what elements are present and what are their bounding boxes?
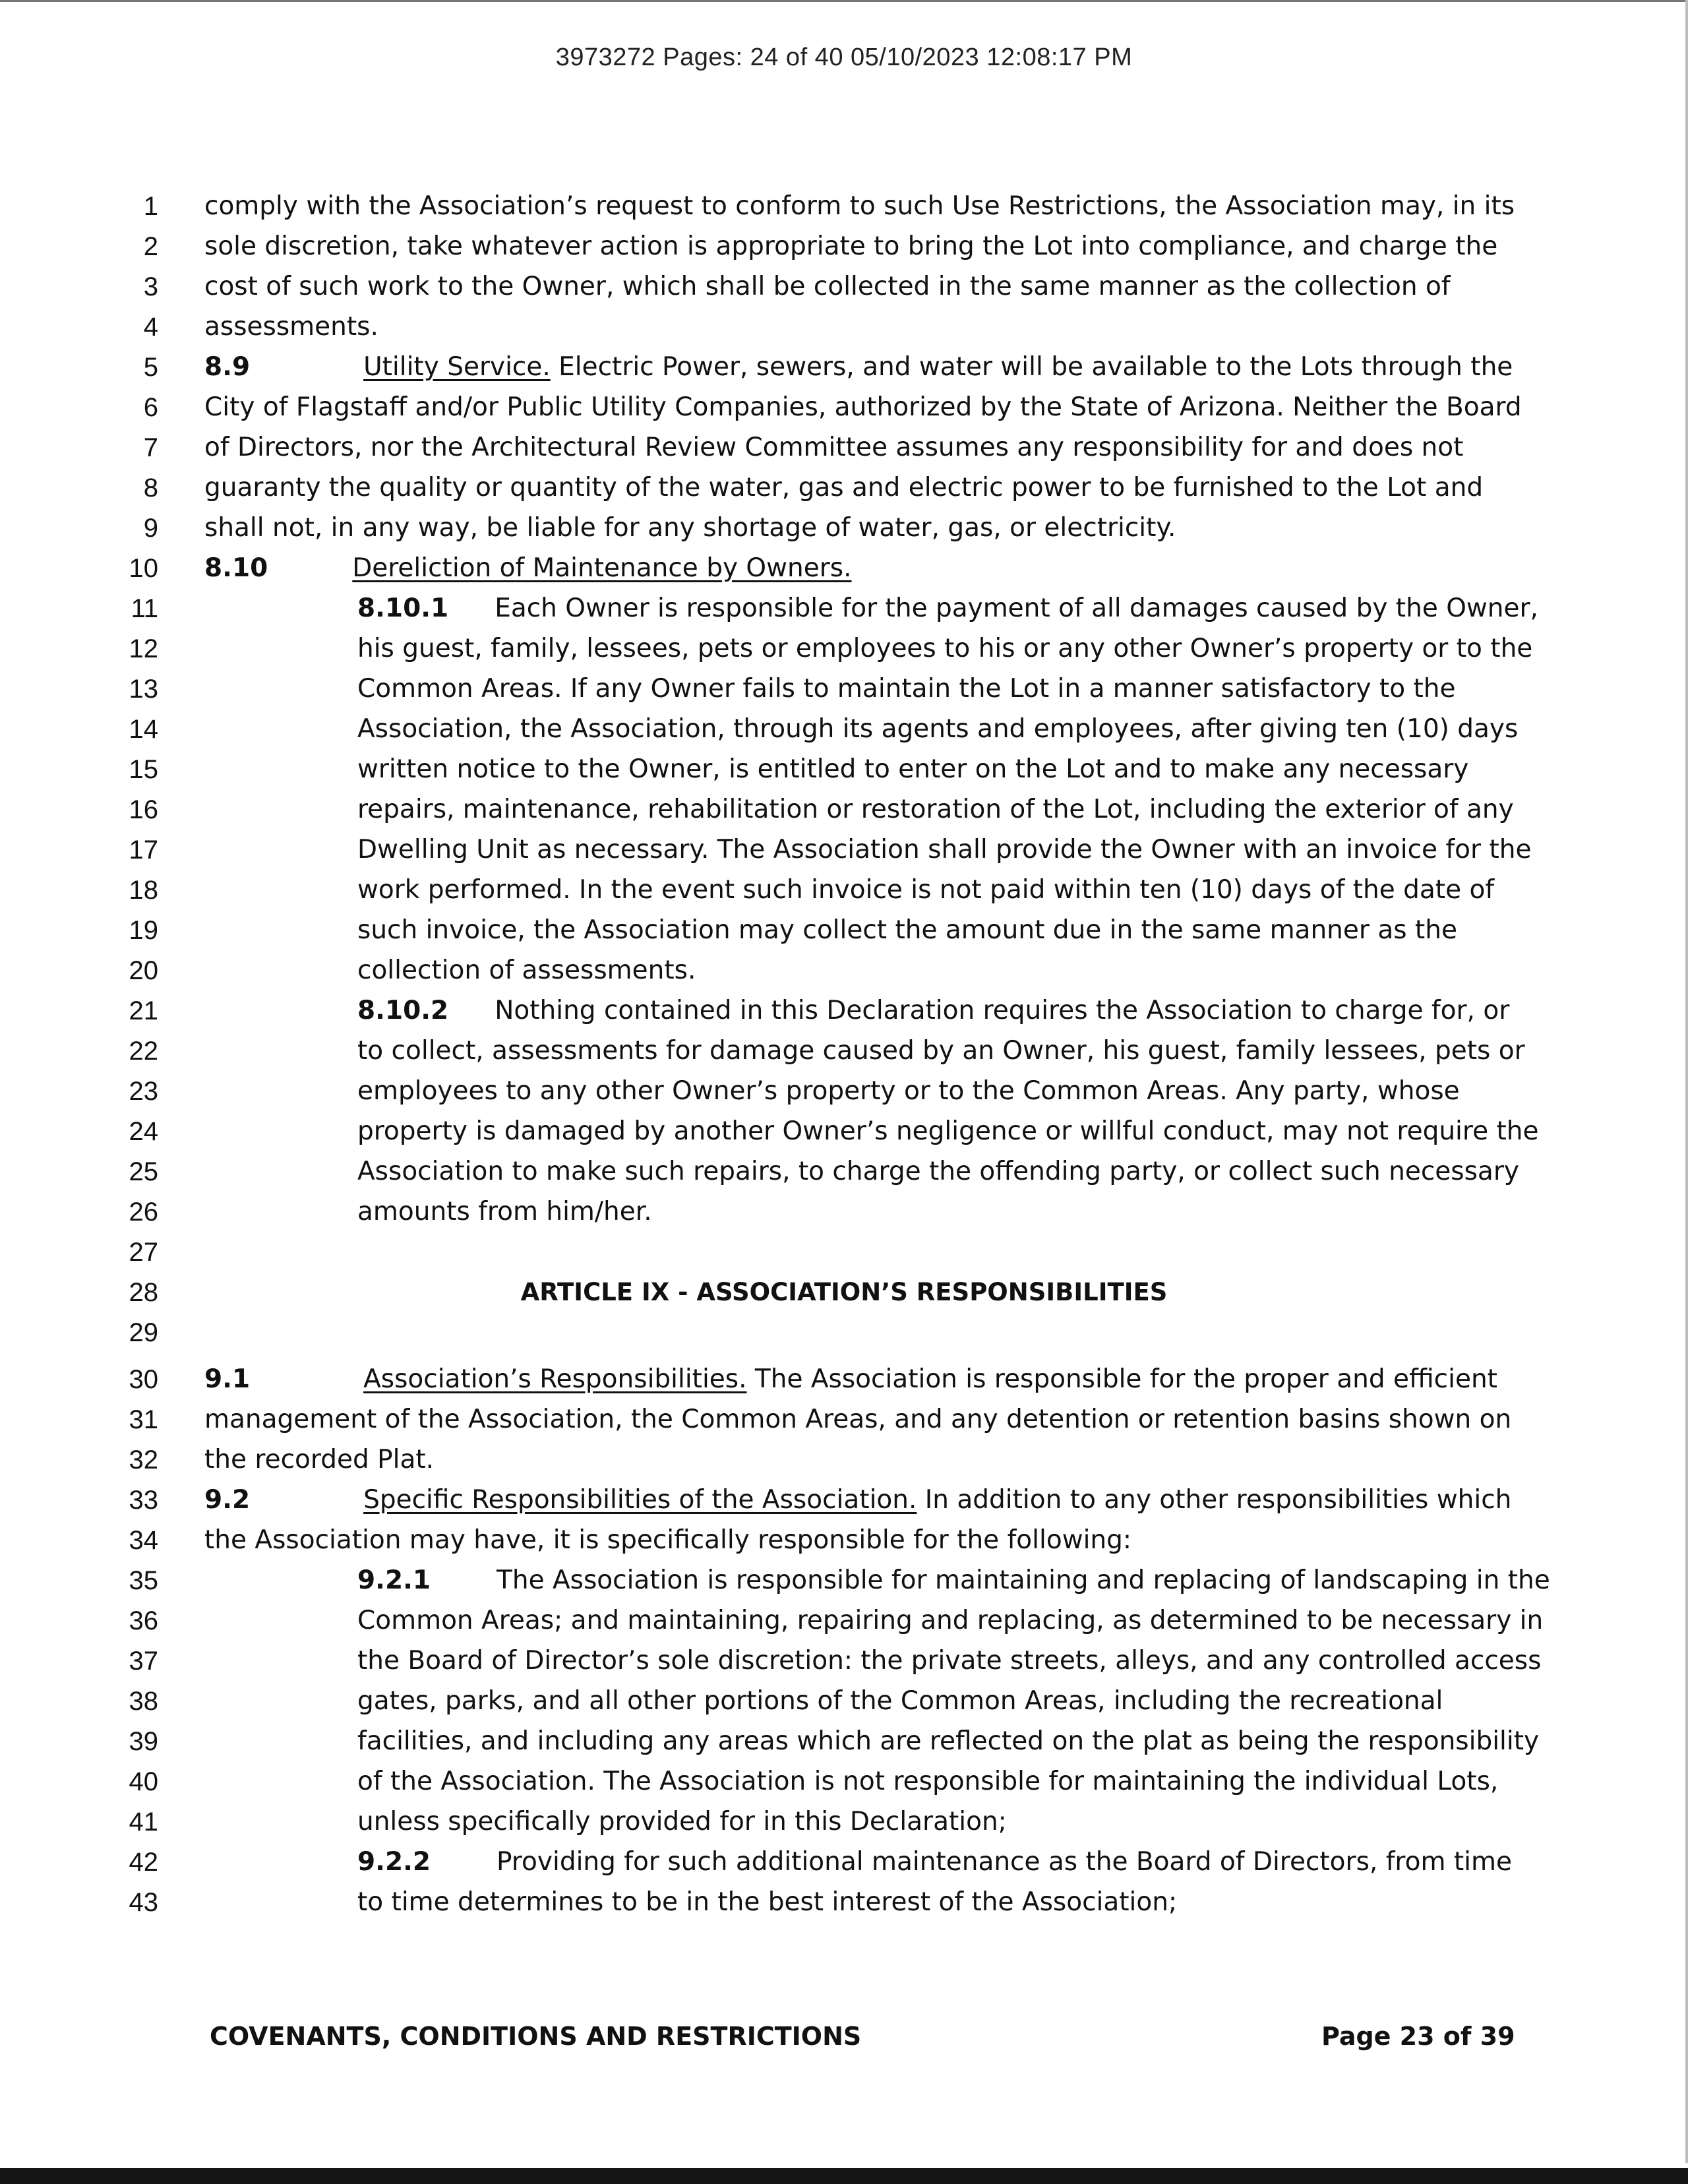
text-line [0,548,1688,589]
line-number: 36 [129,1606,158,1635]
line-text [357,588,1538,629]
text-line [0,347,1688,388]
subsection-number: 9.2.1 [357,1565,431,1595]
line-number: 31 [129,1405,158,1434]
text-line [0,669,1688,710]
text-line [0,990,1688,1031]
line-number: 1 [143,192,158,221]
text-line [0,1600,1688,1641]
line-text: of Directors, nor the Architectural Review Committee assumes any responsibility for and does not [204,433,1464,462]
text-line [0,387,1688,428]
line-number: 23 [129,1077,158,1106]
line-number: 25 [129,1157,158,1186]
line-number: 40 [129,1767,158,1796]
text-line [0,1151,1688,1192]
line-text: Association, the Association, through its agents and employees, after giving ten (10) days [357,714,1519,744]
text-line [0,910,1688,951]
line-text: to collect, assessments for damage caused by an Owner, his guest, family lessees, pets or [357,1036,1525,1066]
text-line [0,1359,1688,1400]
text-line [0,468,1688,508]
line-text: the Association may have, it is specifically responsible for the following: [204,1525,1132,1555]
section-title: Specific Responsibilities of the Association. [363,1485,917,1515]
line-number: 30 [129,1365,158,1394]
text-line [0,1842,1688,1883]
line-number: 35 [129,1566,158,1595]
line-number: 14 [129,715,158,744]
line-text [357,1842,1512,1883]
line-number: 24 [129,1117,158,1146]
line-number: 15 [129,755,158,784]
text-line [0,226,1688,267]
line-text [204,1480,1511,1521]
text-line [0,1031,1688,1072]
text-line [0,1272,1688,1313]
line-number: 27 [129,1238,158,1267]
text-line [0,789,1688,830]
section-text: The Association is responsible for maintaining and replacing of landscaping in the [497,1565,1550,1595]
line-text: comply with the Association’s request to conform to such Use Restrictions, the Association may, in its [204,191,1515,221]
line-number: 37 [129,1647,158,1676]
line-number: 8 [143,473,158,502]
text-line [0,1721,1688,1762]
line-number: 28 [129,1278,158,1307]
text-line [0,1312,1688,1353]
text-line [0,1520,1688,1561]
line-text: gates, parks, and all other portions of the Common Areas, including the recreational [357,1686,1443,1716]
text-line [0,1111,1688,1152]
line-text [357,1560,1550,1601]
text-line [0,709,1688,750]
line-number: 3 [143,272,158,301]
section-text: Electric Power, sewers, and water will be available to the Lots through the [550,352,1513,382]
text-line [0,307,1688,348]
line-number: 38 [129,1687,158,1716]
section-text: Nothing contained in this Declaration requires the Association to charge for, or [495,996,1510,1025]
line-text: cost of such work to the Owner, which shall be collected in the same manner as the collection of [204,272,1451,301]
line-text [204,548,851,589]
text-line [0,1399,1688,1440]
line-text: employees to any other Owner’s property or to the Common Areas. Any party, whose [357,1076,1460,1106]
section-title: Association’s Responsibilities. [363,1364,747,1394]
footer-page-number: Page 23 of 39 [1321,2022,1515,2051]
line-number: 16 [129,795,158,824]
section-text: Providing for such additional maintenance as the Board of Directors, from time [497,1847,1512,1877]
text-line [0,749,1688,790]
text-line [0,1071,1688,1112]
text-line [0,950,1688,991]
line-number: 22 [129,1037,158,1066]
line-text: such invoice, the Association may collect the amount due in the same manner as the [357,915,1457,945]
line-text: the Board of Director’s sole discretion: the private streets, alleys, and any controlled access [357,1646,1542,1676]
line-number: 12 [129,634,158,663]
section-text: In addition to any other responsibilities which [917,1485,1512,1515]
text-line [0,508,1688,549]
page-bottom-border [0,2168,1688,2184]
subsection-number: 8.10.2 [357,996,449,1025]
section-text: Each Owner is responsible for the payment of all damages caused by the Owner, [495,593,1538,623]
line-text: assessments. [204,312,378,342]
text-line [0,628,1688,669]
text-line [0,1232,1688,1273]
text-line [0,1761,1688,1802]
line-number: 26 [129,1198,158,1227]
text-line [0,870,1688,911]
text-line [0,1192,1688,1232]
line-number: 29 [129,1318,158,1347]
line-number: 20 [129,956,158,985]
line-text: unless specifically provided for in this Declaration; [357,1807,1007,1836]
line-number: 7 [143,433,158,462]
line-number: 41 [129,1807,158,1836]
footer-title: COVENANTS, CONDITIONS AND RESTRICTIONS [210,2022,862,2051]
text-line [0,1882,1688,1923]
line-number: 13 [129,675,158,704]
line-text: his guest, family, lessees, pets or employees to his or any other Owner’s property or to the [357,634,1533,663]
line-text: guaranty the quality or quantity of the water, gas and electric power to be furnished to the Lot and [204,473,1484,502]
line-text: Common Areas; and maintaining, repairing and replacing, as determined to be necessary in [357,1606,1544,1635]
line-text: work performed. In the event such invoice is not paid within ten (10) days of the date of [357,875,1495,905]
text-line [0,186,1688,227]
text-line [0,1641,1688,1682]
text-line [0,427,1688,468]
line-text: repairs, maintenance, rehabilitation or restoration of the Lot, including the exterior of any [357,795,1514,824]
section-number: 9.1 [204,1364,251,1394]
text-line [0,1480,1688,1521]
line-number: 9 [143,514,158,543]
page-top-border [0,0,1688,2]
line-text: of the Association. The Association is not responsible for maintaining the individual Lots, [357,1767,1499,1796]
line-number: 21 [129,996,158,1025]
line-number: 39 [129,1727,158,1756]
line-number: 32 [129,1445,158,1474]
text-line [0,588,1688,629]
section-number: 8.10 [204,553,268,583]
line-text: Common Areas. If any Owner fails to maintain the Lot in a manner satisfactory to the [357,674,1456,704]
line-number: 5 [143,353,158,382]
subsection-number: 9.2.2 [357,1847,431,1877]
section-number: 8.9 [204,352,251,382]
line-number: 17 [129,835,158,864]
line-number: 6 [143,393,158,422]
line-text: to time determines to be in the best interest of the Association; [357,1887,1178,1917]
line-number: 34 [129,1526,158,1555]
section-title: Dereliction of Maintenance by Owners. [352,553,852,583]
line-text: the recorded Plat. [204,1445,435,1474]
text-line [0,830,1688,870]
line-number: 18 [129,876,158,905]
line-text [204,347,1513,388]
line-text: Dwelling Unit as necessary. The Association shall provide the Owner with an invoice for the [357,835,1532,864]
text-line [0,1560,1688,1601]
line-text [357,990,1509,1031]
text-line [0,1681,1688,1722]
section-title: Utility Service. [363,352,551,382]
section-text: The Association is responsible for the proper and efficient [746,1364,1497,1394]
text-line [0,1802,1688,1842]
line-text: facilities, and including any areas which are reflected on the plat as being the responsibility [357,1726,1540,1756]
article-heading: ARTICLE IX - ASSOCIATION’S RESPONSIBILITIES [520,1278,1168,1306]
line-number: 10 [129,554,158,583]
line-number: 33 [129,1486,158,1515]
line-text: collection of assessments. [357,956,696,985]
line-text: written notice to the Owner, is entitled to enter on the Lot and to make any necessary [357,754,1469,784]
recording-stamp: 3973272 Pages: 24 of 40 05/10/2023 12:08:17 PM [555,44,1133,71]
subsection-number: 8.10.1 [357,593,449,623]
line-text: management of the Association, the Common Areas, and any detention or retention basins shown on [204,1405,1512,1434]
line-text: sole discretion, take whatever action is appropriate to bring the Lot into compliance, and charge the [204,231,1498,261]
line-text: Association to make such repairs, to charge the offending party, or collect such necessary [357,1157,1519,1186]
line-number: 4 [143,313,158,342]
line-number: 19 [129,916,158,945]
line-text: City of Flagstaff and/or Public Utility Companies, authorized by the State of Arizona. Neither the Board [204,392,1522,422]
line-text: property is damaged by another Owner’s negligence or willful conduct, may not require the [357,1116,1539,1146]
line-text: amounts from him/her. [357,1197,652,1227]
text-line [0,1440,1688,1480]
line-number: 11 [131,594,158,623]
line-number: 2 [143,232,158,261]
section-number: 9.2 [204,1485,251,1515]
line-number: 42 [129,1848,158,1877]
line-text: shall not, in any way, be liable for any shortage of water, gas, or electricity. [204,513,1176,543]
line-text [204,1359,1497,1400]
text-line [0,266,1688,307]
line-number: 43 [129,1888,158,1917]
